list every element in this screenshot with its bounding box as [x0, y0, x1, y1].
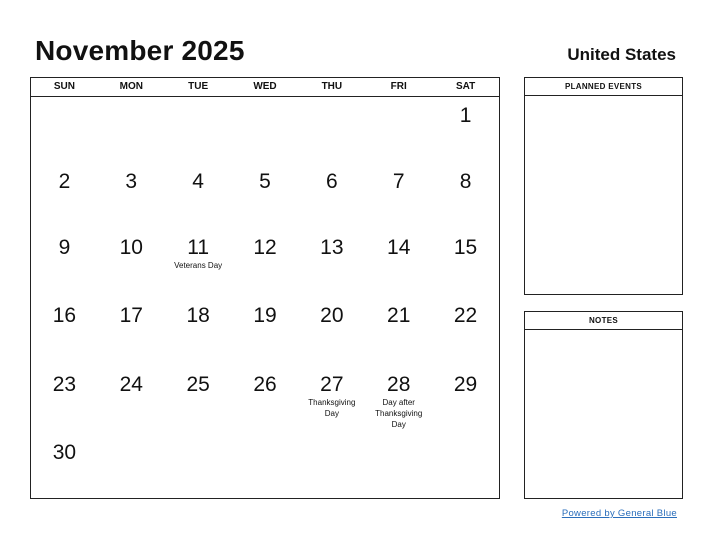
day-cell	[365, 434, 432, 486]
day-cell	[432, 163, 499, 229]
weekday-tue: TUE	[188, 81, 209, 92]
day-number: 9	[58, 236, 71, 259]
day-cell	[98, 297, 165, 366]
holiday-label: Thanksgiving Day	[308, 398, 356, 418]
day-cell	[31, 434, 98, 486]
day-cell	[98, 163, 165, 229]
day-number: 14	[387, 236, 411, 259]
day-cell	[165, 97, 232, 163]
day-cell	[432, 297, 499, 366]
weekday-fri: FRI	[390, 81, 407, 92]
day-number	[232, 434, 299, 442]
day-cell	[232, 434, 299, 486]
day-number	[298, 434, 365, 442]
day-cell	[31, 297, 98, 366]
day-grid	[31, 97, 499, 486]
day-number: 16	[52, 304, 77, 327]
day-number: 5	[259, 170, 271, 193]
day-number	[98, 97, 165, 105]
day-number: 23	[52, 373, 77, 396]
day-cell	[298, 366, 365, 434]
day-number: 17	[119, 304, 143, 327]
day-number	[232, 97, 299, 105]
day-cell	[298, 434, 365, 486]
weekday-thu: THU	[321, 81, 343, 92]
calendar-grid	[30, 77, 500, 499]
day-cell	[165, 434, 232, 486]
day-number: 18	[186, 304, 210, 327]
day-number: 19	[253, 304, 277, 327]
day-cell	[31, 97, 98, 163]
country-label: United States	[567, 45, 676, 64]
day-number: 29	[453, 373, 478, 396]
day-cell	[432, 97, 499, 163]
day-cell	[298, 229, 365, 297]
weekday-wed: WED	[253, 81, 277, 92]
day-number: 6	[326, 170, 338, 193]
day-cell	[365, 366, 432, 434]
day-cell	[365, 97, 432, 163]
day-number: 30	[52, 441, 77, 464]
holiday-label: Veterans Day	[174, 261, 223, 270]
day-cell	[232, 366, 299, 434]
day-cell	[298, 97, 365, 163]
day-number	[298, 97, 365, 105]
day-number: 7	[392, 170, 405, 193]
weekday-header-row	[31, 78, 499, 97]
day-cell	[31, 163, 98, 229]
weekday-mon: MON	[119, 81, 143, 92]
day-number: 22	[453, 304, 478, 327]
day-cell	[432, 434, 499, 486]
day-number: 15	[453, 236, 478, 259]
day-number: 25	[186, 373, 210, 396]
day-number: 8	[459, 170, 472, 193]
day-cell	[31, 229, 98, 297]
day-cell	[232, 163, 299, 229]
day-cell	[165, 366, 232, 434]
day-number	[365, 97, 432, 105]
day-number	[165, 97, 232, 105]
day-number: 24	[119, 373, 143, 396]
day-cell	[165, 229, 232, 297]
day-number: 1	[459, 104, 472, 127]
day-number	[165, 434, 232, 442]
day-cell	[98, 229, 165, 297]
day-cell	[165, 163, 232, 229]
day-number: 10	[119, 236, 143, 259]
notes-box	[524, 311, 683, 499]
planned-events-box	[524, 77, 683, 295]
day-cell	[365, 163, 432, 229]
day-cell	[98, 434, 165, 486]
day-cell	[298, 163, 365, 229]
day-number	[31, 97, 98, 105]
day-number: 27	[320, 373, 344, 396]
month-year-title: November 2025	[35, 35, 245, 66]
day-cell	[31, 366, 98, 434]
weekday-sun: SUN	[53, 81, 75, 92]
day-cell	[165, 297, 232, 366]
day-cell	[232, 297, 299, 366]
day-number: 13	[320, 236, 344, 259]
notes-header: NOTES	[525, 312, 682, 330]
day-cell	[365, 229, 432, 297]
day-number	[98, 434, 165, 442]
holiday-label: Day after Thanksgiving Day	[375, 398, 423, 429]
day-cell	[432, 229, 499, 297]
day-number: 4	[192, 170, 204, 193]
day-cell	[232, 229, 299, 297]
day-cell	[365, 297, 432, 366]
day-number: 12	[253, 236, 277, 259]
day-number: 21	[387, 304, 411, 327]
planned-events-header: PLANNED EVENTS	[525, 78, 682, 96]
day-number: 11	[187, 236, 210, 259]
day-number	[432, 434, 499, 442]
day-cell	[98, 366, 165, 434]
day-number: 20	[320, 304, 344, 327]
day-number	[365, 434, 432, 442]
weekday-sat: SAT	[455, 81, 476, 92]
day-cell	[298, 297, 365, 366]
day-number: 28	[387, 373, 411, 396]
day-cell	[432, 366, 499, 434]
day-number: 3	[125, 170, 138, 193]
day-cell	[98, 97, 165, 163]
powered-by-link[interactable]: Powered by General Blue	[561, 508, 677, 519]
day-cell	[232, 97, 299, 163]
day-number: 2	[58, 170, 71, 193]
day-number: 26	[253, 373, 277, 396]
